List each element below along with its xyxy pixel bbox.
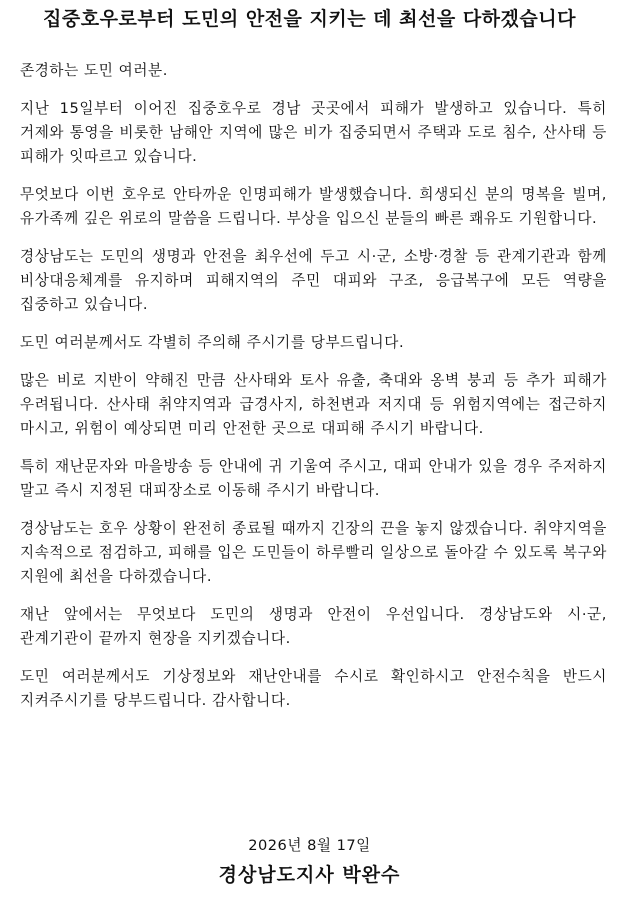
paragraph-damage-status: 지난 15일부터 이어진 집중호우로 경남 곳곳에서 피해가 발생하고 있습니다. 특히 거제와 통영을 비롯한 남해안 지역에 많은 비가 집중되면서 주택과 도로 침수, 산사태 등 피해가 잇따르고 있습니다. — [20, 100, 607, 165]
paragraph-response: 경상남도는 도민의 생명과 안전을 최우선에 두고 시·군, 소방·경찰 등 관계기관과 함께 비상대응체계를 유지하며 피해지역의 주민 대피와 구조, 응급복구에 모든 역량을 집중하고 있습니다. — [20, 248, 607, 313]
greeting: 존경하는 도민 여러분. — [20, 62, 168, 79]
paragraph-request: 도민 여러분께서도 각별히 주의해 주시기를 당부드립니다. — [20, 334, 405, 351]
document-date: 2026년 8월 17일 — [248, 837, 371, 854]
document-title: 집중호우로부터 도민의 안전을 지키는 데 최선을 다하겠습니다 — [43, 8, 576, 30]
paragraph-commitment: 경상남도는 호우 상황이 완전히 종료될 때까지 긴장의 끈을 놓지 않겠습니다. 취약지역을 지속적으로 점검하고, 피해를 입은 도민들이 하루빨리 일상으로 돌아갈 수 있도록 복구와 지원에 최선을 다하겠습니다. — [20, 520, 607, 585]
document-body — [20, 59, 607, 727]
signature: 경상남도지사 박완수 — [218, 864, 401, 886]
paragraph-condolences: 무엇보다 이번 호우로 안타까운 인명피해가 발생했습니다. 희생되신 분의 명복을 빌며, 유가족께 깊은 위로의 말씀을 드립니다. 부상을 입으신 분들의 빠른 쾌유도 기원합니다. — [20, 186, 607, 227]
paragraph-closing: 도민 여러분께서도 기상정보와 재난안내를 수시로 확인하시고 안전수칙을 반드시 지켜주시기를 당부드립니다. 감사합니다. — [20, 668, 607, 709]
paragraph-evacuation: 특히 재난문자와 마을방송 등 안내에 귀 기울여 주시고, 대피 안내가 있을 경우 주저하지 말고 즉시 지정된 대피장소로 이동해 주시기 바랍니다. — [20, 458, 607, 499]
paragraph-safety-warning: 많은 비로 지반이 약해진 만큼 산사태와 토사 유출, 축대와 옹벽 붕괴 등 추가 피해가 우려됩니다. 산사태 취약지역과 급경사지, 하천변과 저지대 등 위험지역에는 접근하지 마시고, 위험이 예상되면 미리 안전한 곳으로 대피해 주시기 바랍니다. — [20, 372, 607, 437]
paragraph-priority: 재난 앞에서는 무엇보다 도민의 생명과 안전이 우선입니다. 경상남도와 시·군, 관계기관이 끝까지 현장을 지키겠습니다. — [20, 606, 607, 647]
